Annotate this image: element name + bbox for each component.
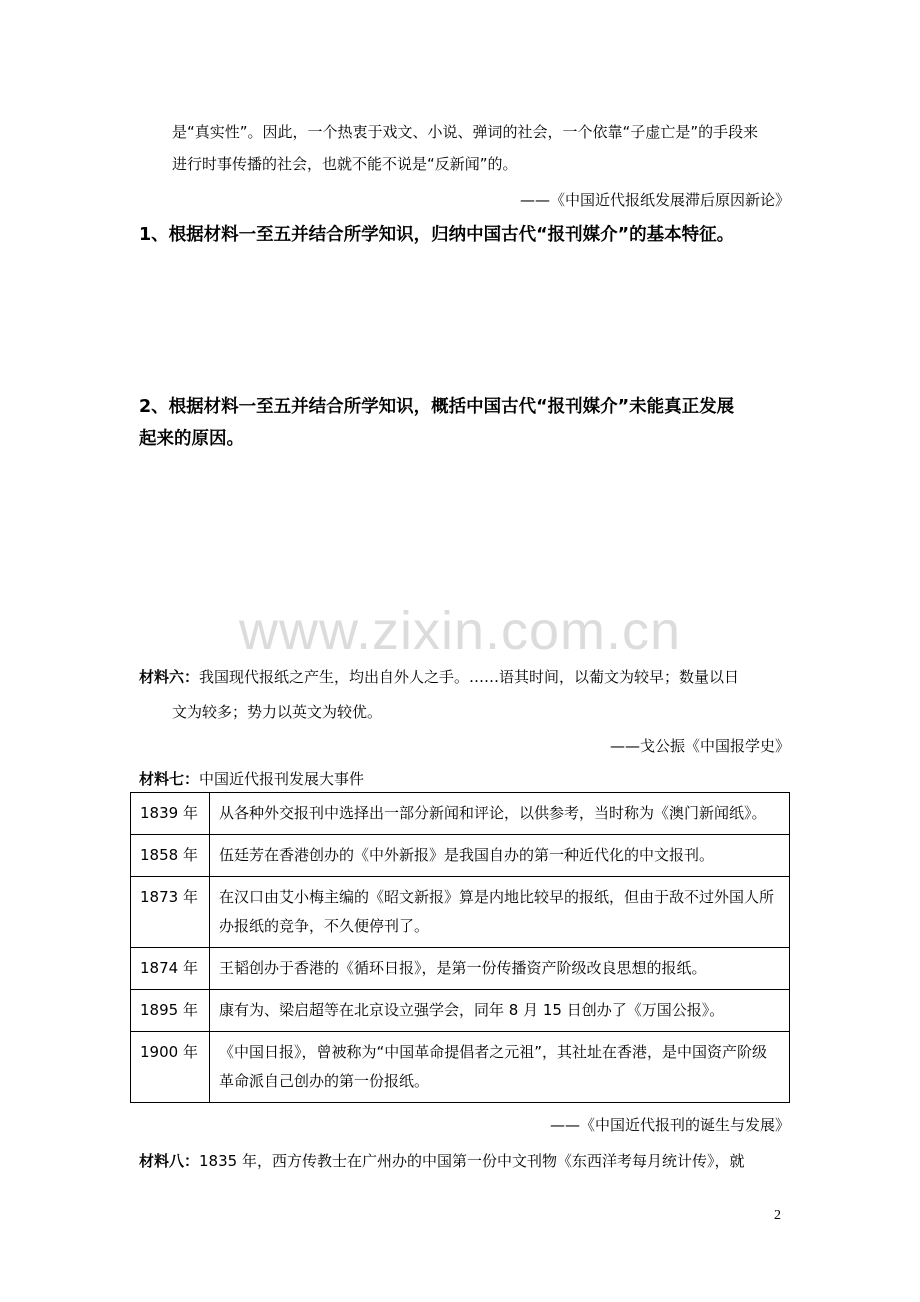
year-cell: 1873 年	[131, 877, 210, 948]
year-cell: 1874 年	[131, 948, 210, 990]
table-row	[131, 990, 790, 1032]
year-cell: 1900 年	[131, 1032, 210, 1103]
table-row	[131, 877, 790, 948]
top-paragraph-line-2: 进行时事传播的社会，也就不能不说是“反新闻”的。	[172, 155, 518, 173]
material-6-line-2: 文为较多；势力以英文为较优。	[172, 703, 383, 721]
year-cell: 1839 年	[131, 793, 210, 835]
material-6-source: ——戈公振《中国报学史》	[609, 737, 790, 755]
events-table	[130, 792, 790, 1103]
material-8-label: 材料八：	[139, 1152, 200, 1170]
material-7-title: 中国近代报刊发展大事件	[199, 770, 365, 788]
material-6-line-1	[139, 666, 739, 688]
watermark: www.zixin.com.cn	[238, 601, 682, 661]
material-7-source: ——《中国近代报刊的诞生与发展》	[549, 1116, 790, 1134]
question-2-line-2: 起来的原因。	[139, 429, 244, 449]
table-row	[131, 1032, 790, 1103]
material-7-heading	[139, 768, 364, 790]
event-cell: 《中国日报》，曾被称为“中国革命提倡者之元祖”，其社址在香港，是中国资产阶级革命派自己创办的第一份报纸。	[210, 1032, 790, 1103]
table-row	[131, 793, 790, 835]
question-2-line-1: 2、根据材料一至五并结合所学知识，概括中国古代“报刊媒介”未能真正发展	[139, 397, 735, 417]
year-cell: 1895 年	[131, 990, 210, 1032]
top-paragraph-source: ——《中国近代报纸发展滞后原因新论》	[519, 191, 790, 209]
top-paragraph-line-1: 是“真实性”。因此，一个热衷于戏文、小说、弹词的社会，一个依靠“子虚亡是”的手段来	[172, 123, 759, 141]
material-6-text-1: 我国现代报纸之产生，均出自外人之手。……语其时间，以葡文为较早；数量以日	[199, 668, 740, 686]
page-number: 2	[774, 1208, 781, 1223]
material-8-text-1: 1835 年，西方传教士在广州办的中国第一份中文刊物《东西洋考每月统计传》，就	[199, 1152, 745, 1170]
table-row	[131, 835, 790, 877]
material-6-label: 材料六：	[139, 668, 200, 686]
material-7-label: 材料七：	[139, 770, 200, 788]
year-cell: 1858 年	[131, 835, 210, 877]
event-cell: 康有为、梁启超等在北京设立强学会，同年 8 月 15 日创办了《万国公报》。	[210, 990, 790, 1032]
material-8-line-1	[139, 1150, 744, 1172]
question-1: 1、根据材料一至五并结合所学知识，归纳中国古代“报刊媒介”的基本特征。	[139, 225, 735, 245]
table-row	[131, 948, 790, 990]
event-cell: 王韬创办于香港的《循环日报》，是第一份传播资产阶级改良思想的报纸。	[210, 948, 790, 990]
event-cell: 伍廷芳在香港创办的《中外新报》是我国自办的第一种近代化的中文报刊。	[210, 835, 790, 877]
event-cell: 从各种外交报刊中选择出一部分新闻和评论，以供参考，当时称为《澳门新闻纸》。	[210, 793, 790, 835]
event-cell: 在汉口由艾小梅主编的《昭文新报》算是内地比较早的报纸，但由于敌不过外国人所办报纸的竞争，不久便停刊了。	[210, 877, 790, 948]
